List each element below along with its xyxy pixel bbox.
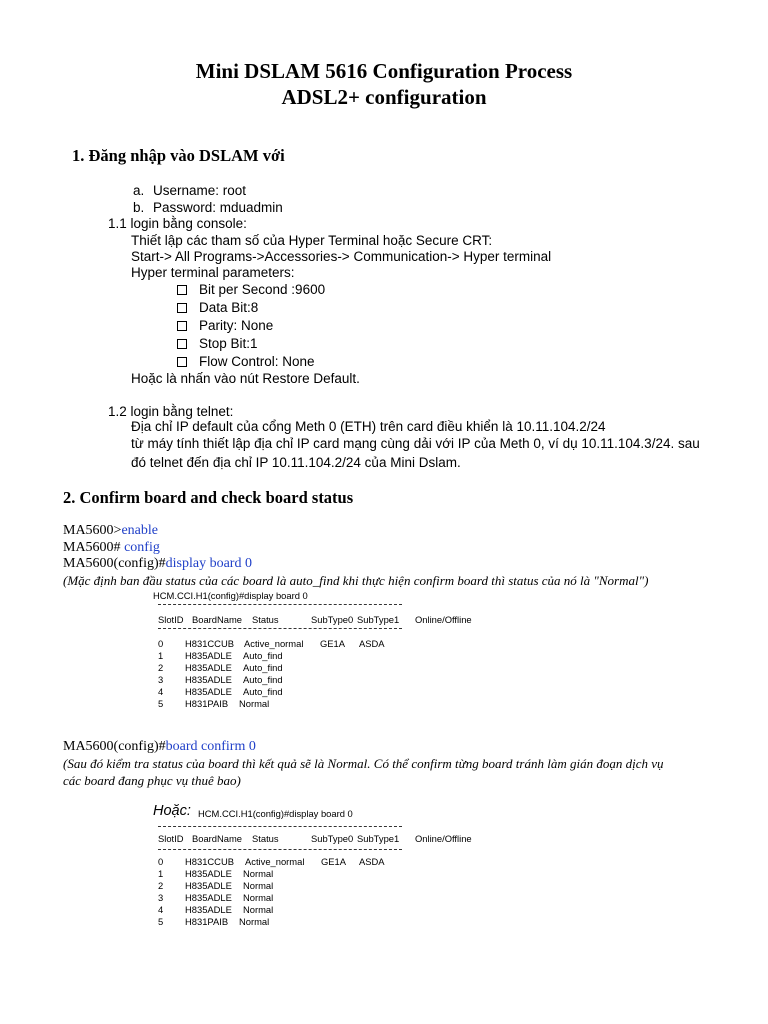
list-marker-a: a.: [133, 183, 145, 198]
command-line-board-confirm: [63, 739, 256, 755]
board-name: H835ADLE: [185, 662, 232, 673]
section1-heading: 1. Đăng nhập vào DSLAM với: [72, 146, 285, 165]
board-status: Auto_find: [243, 650, 283, 661]
terminal-prompt: HCM.CCI.H1(config)#display board 0: [198, 808, 353, 819]
slot-id: 5: [158, 698, 164, 709]
board-status: Auto_find: [243, 686, 283, 697]
board-name: H835ADLE: [185, 674, 232, 685]
param-data-bit: Data Bit:8: [199, 300, 259, 315]
board-status: Normal: [239, 698, 270, 709]
param-flow-control: Flow Control: None: [199, 354, 315, 369]
subtype0: GE1A: [321, 856, 347, 867]
header-slotid: SlotID: [158, 614, 184, 625]
command-line-display-board: [63, 556, 252, 572]
header-online-offline: Online/Offline: [415, 833, 472, 844]
header-subtype1: SubType1: [357, 833, 400, 844]
note-auto-find: (Mặc định ban đầu status của các board là auto_find khi thực hiện confirm board thì status của nó là "Normal"): [63, 573, 649, 588]
header-boardname: BoardName: [192, 614, 243, 625]
page-title: Mini DSLAM 5616 Configuration Process: [195, 59, 573, 83]
subtype0: GE1A: [320, 638, 346, 649]
board-status: Normal: [243, 880, 274, 891]
subtype1: ASDA: [359, 856, 385, 867]
password-line: Password: mduadmin: [153, 200, 283, 215]
command-prompt: MA5600(config)#: [63, 556, 166, 571]
board-name: H835ADLE: [185, 904, 232, 915]
checkbox-bullet-icon: [177, 285, 187, 295]
console-line-2: Start-> All Programs->Accessories-> Communication-> Hyper terminal: [131, 249, 552, 264]
command-line-config: [63, 540, 160, 556]
checkbox-bullet-icon: [177, 357, 187, 367]
console-line-1: Thiết lập các tham số của Hyper Terminal hoặc Secure CRT:: [131, 233, 493, 248]
restore-default-line: Hoặc là nhấn vào nút Restore Default.: [131, 371, 360, 386]
command-text: config: [124, 540, 160, 555]
board-status: Auto_find: [243, 674, 283, 685]
board-name: H831PAIB: [185, 916, 229, 927]
board-name: H835ADLE: [185, 686, 232, 697]
slot-id: 5: [158, 916, 164, 927]
header-online-offline: Online/Offline: [415, 614, 472, 625]
telnet-line-3: đó telnet đến địa chỉ IP 10.11.104.2/24 của Mini Dslam.: [131, 455, 461, 470]
header-subtype1: SubType1: [357, 614, 400, 625]
board-status: Normal: [243, 904, 274, 915]
console-heading: 1.1 login bằng console:: [108, 216, 247, 231]
slot-id: 4: [158, 686, 164, 697]
header-status: Status: [252, 833, 279, 844]
command-prompt: MA5600>: [63, 523, 122, 538]
slot-id: 1: [158, 650, 164, 661]
slot-id: 1: [158, 868, 164, 879]
telnet-heading: 1.2 login bằng telnet:: [108, 404, 234, 419]
param-stop-bit: Stop Bit:1: [199, 336, 258, 351]
command-text: enable: [121, 523, 158, 538]
header-subtype0: SubType0: [311, 614, 354, 625]
header-subtype0: SubType0: [311, 833, 354, 844]
command-prompt: MA5600(config)#: [63, 739, 166, 754]
command-text: board confirm 0: [165, 739, 256, 754]
board-name: H835ADLE: [185, 868, 232, 879]
board-status: Active_normal: [244, 638, 304, 649]
command-text: display board 0: [165, 556, 252, 571]
divider: [158, 604, 402, 605]
command-line-enable: [63, 523, 158, 539]
console-line-3: Hyper terminal parameters:: [131, 265, 295, 280]
slot-id: 2: [158, 662, 164, 673]
board-status: Active_normal: [245, 856, 305, 867]
param-bit-per-second: Bit per Second :9600: [199, 282, 326, 297]
header-status: Status: [252, 614, 279, 625]
board-name: H831PAIB: [185, 698, 229, 709]
slot-id: 2: [158, 880, 164, 891]
board-name: H831CCUB: [185, 856, 234, 867]
board-status: Normal: [239, 916, 270, 927]
section2-heading: 2. Confirm board and check board status: [63, 488, 354, 507]
page-subtitle: ADSL2+ configuration: [281, 85, 487, 109]
board-name: H835ADLE: [185, 892, 232, 903]
username-line: Username: root: [153, 183, 247, 198]
board-name: H835ADLE: [185, 880, 232, 891]
divider: [158, 849, 402, 850]
board-status: Auto_find: [243, 662, 283, 673]
checkbox-bullet-icon: [177, 321, 187, 331]
note-confirm-line-2: các board đang phục vụ thuê bao): [63, 773, 241, 788]
note-confirm-line-1: (Sau đó kiểm tra status của board thì kết quả sẽ là Normal. Có thể confirm từng board tránh làm gián đoạn dịch vụ: [63, 756, 664, 771]
board-status: Normal: [243, 892, 274, 903]
command-prompt: MA5600#: [63, 540, 125, 555]
list-marker-b: b.: [133, 200, 145, 215]
divider: [158, 826, 402, 827]
slot-id: 4: [158, 904, 164, 915]
checkbox-bullet-icon: [177, 303, 187, 313]
slot-id: 0: [158, 856, 164, 867]
slot-id: 3: [158, 892, 164, 903]
divider: [158, 628, 402, 629]
subtype1: ASDA: [359, 638, 385, 649]
telnet-line-2: từ máy tính thiết lập địa chỉ IP card mạng cùng dải với IP của Meth 0, ví dụ 10.11.104.3/24. sau: [131, 436, 700, 451]
header-boardname: BoardName: [192, 833, 243, 844]
header-slotid: SlotID: [158, 833, 184, 844]
slot-id: 0: [158, 638, 164, 649]
board-status: Normal: [243, 868, 274, 879]
slot-id: 3: [158, 674, 164, 685]
checkbox-bullet-icon: [177, 339, 187, 349]
terminal-prompt: HCM.CCI.H1(config)#display board 0: [153, 590, 308, 601]
or-label: Hoặc:: [153, 803, 191, 819]
telnet-line-1: Địa chỉ IP default của cổng Meth 0 (ETH) trên card điều khiển là 10.11.104.2/24: [131, 419, 606, 434]
board-name: H835ADLE: [185, 650, 232, 661]
board-name: H831CCUB: [185, 638, 234, 649]
param-parity: Parity: None: [199, 318, 274, 333]
